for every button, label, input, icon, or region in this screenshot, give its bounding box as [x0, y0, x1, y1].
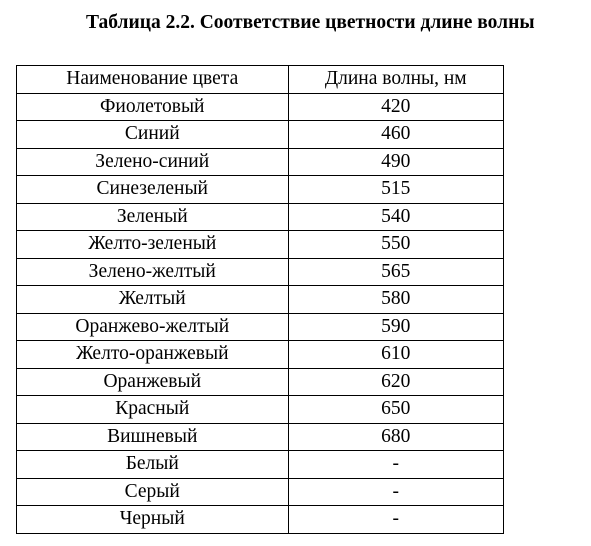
header-color-name: Наименование цвета [17, 66, 289, 94]
table-row [17, 258, 504, 286]
table-row [17, 341, 504, 369]
cell-wavelength: - [288, 478, 504, 506]
cell-wavelength: - [288, 451, 504, 479]
table-row [17, 506, 504, 534]
table-row [17, 396, 504, 424]
cell-color-name: Желто-оранжевый [17, 341, 289, 369]
cell-color-name: Синий [17, 121, 289, 149]
cell-color-name: Желтый [17, 286, 289, 314]
cell-color-name: Фиолетовый [17, 93, 289, 121]
cell-wavelength: 620 [288, 368, 504, 396]
cell-color-name: Зеленый [17, 203, 289, 231]
cell-color-name: Оранжевый [17, 368, 289, 396]
cell-color-name: Черный [17, 506, 289, 534]
cell-color-name: Желто-зеленый [17, 231, 289, 259]
cell-wavelength: 515 [288, 176, 504, 204]
cell-wavelength: 420 [288, 93, 504, 121]
cell-color-name: Красный [17, 396, 289, 424]
cell-wavelength: 580 [288, 286, 504, 314]
cell-wavelength: 590 [288, 313, 504, 341]
color-wavelength-table [16, 65, 504, 534]
table-row [17, 176, 504, 204]
table-row [17, 93, 504, 121]
table-row [17, 368, 504, 396]
table-row [17, 231, 504, 259]
table-row [17, 148, 504, 176]
header-wavelength: Длина волны, нм [288, 66, 504, 94]
table-row [17, 313, 504, 341]
cell-wavelength: 680 [288, 423, 504, 451]
cell-wavelength: 460 [288, 121, 504, 149]
table-body [17, 93, 504, 533]
cell-wavelength: 565 [288, 258, 504, 286]
cell-wavelength: 650 [288, 396, 504, 424]
table-row [17, 451, 504, 479]
table-row [17, 286, 504, 314]
table-header-row [17, 66, 504, 94]
table-row [17, 121, 504, 149]
cell-wavelength: 490 [288, 148, 504, 176]
table-row [17, 478, 504, 506]
cell-color-name: Синезеленый [17, 176, 289, 204]
table-row [17, 423, 504, 451]
cell-wavelength: 550 [288, 231, 504, 259]
cell-wavelength: 610 [288, 341, 504, 369]
table-row [17, 203, 504, 231]
cell-wavelength: 540 [288, 203, 504, 231]
cell-color-name: Вишневый [17, 423, 289, 451]
cell-wavelength: - [288, 506, 504, 534]
table-caption: Таблица 2.2. Соответствие цветности длине волны [86, 12, 535, 33]
cell-color-name: Зелено-синий [17, 148, 289, 176]
cell-color-name: Белый [17, 451, 289, 479]
cell-color-name: Зелено-желтый [17, 258, 289, 286]
cell-color-name: Серый [17, 478, 289, 506]
cell-color-name: Оранжево-желтый [17, 313, 289, 341]
